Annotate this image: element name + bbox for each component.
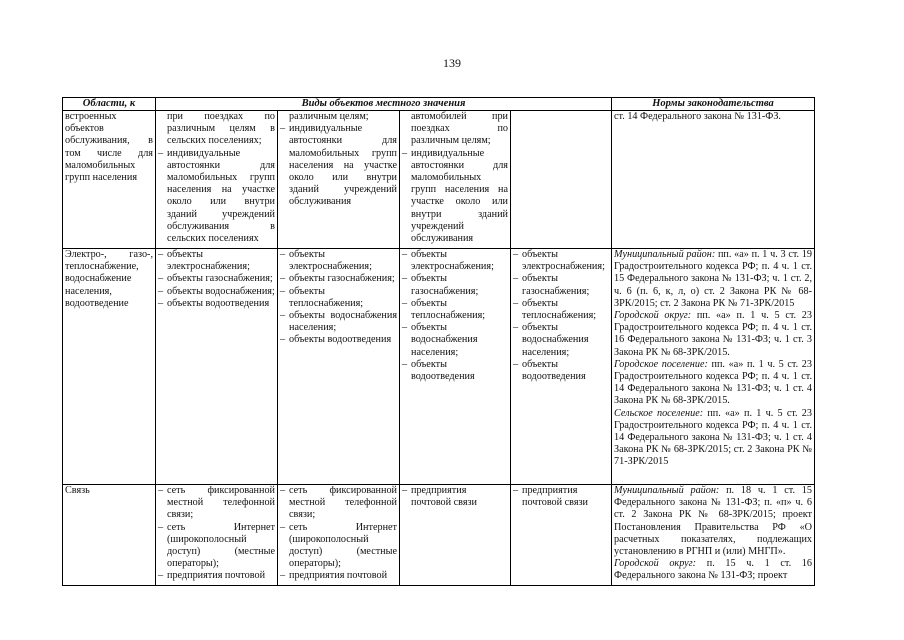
municipality-type-label: Муниципальный район: — [614, 485, 720, 496]
object-type-text: объекты электроснабжения; — [289, 249, 372, 273]
object-list-item — [402, 322, 508, 359]
object-type-text: предприятия почтовой связи — [411, 485, 478, 509]
object-list-item — [158, 522, 275, 571]
object-list-item — [513, 322, 609, 359]
legislation-paragraph — [614, 485, 812, 558]
object-type-text: при поездках по различным целям в сельских поселениях; — [167, 111, 275, 147]
page-number: 139 — [443, 56, 461, 70]
object-list-item — [280, 249, 397, 273]
object-type-text: объекты теплоснабжения; — [522, 297, 597, 322]
area-cell — [63, 111, 156, 249]
legislation-cell — [612, 111, 815, 249]
legislation-table — [62, 97, 815, 586]
municipality-type-label: Городской округ: — [614, 558, 697, 570]
table-row — [63, 249, 815, 485]
municipality-type-label: Муниципальный район: — [614, 249, 716, 260]
object-list-item — [402, 249, 508, 273]
object-type-text: объекты водоотведения — [167, 297, 270, 309]
object-type-text: объекты газоснабжения; — [289, 273, 395, 285]
legislation-text: п. 18 ч. 1 ст. 15 Федерального закона № 131-ФЗ; п. «п» ч. 6 ст. 2 Закона РК № 68-ЗРК/2015; проект Постановления Правительства РФ «О расчетных показателях, подлежащих установлению в РГНП и (или) МНГП». — [614, 485, 813, 558]
object-list-item — [158, 298, 275, 310]
object-list-item — [513, 359, 609, 383]
dash-bullet: – — [280, 521, 286, 533]
object-type-cell — [511, 249, 612, 485]
object-list-item — [513, 298, 609, 322]
area-cell — [63, 249, 156, 485]
object-type-text: сеть Интернет (широкополосный доступ) (местные операторы); — [289, 521, 397, 570]
object-list-item — [280, 310, 397, 334]
object-type-text: объекты газоснабжения; — [411, 273, 479, 297]
legislation-paragraph — [614, 558, 812, 582]
object-type-text: предприятия почтовой связи — [522, 485, 589, 509]
table-header-row — [63, 98, 815, 111]
dash-bullet: – — [280, 285, 286, 297]
dash-bullet: – — [280, 310, 286, 322]
object-type-cell — [400, 485, 511, 586]
object-list-item — [402, 148, 508, 246]
object-type-text: сеть Интернет (широкополосный доступ) (местные операторы); — [167, 521, 275, 570]
dash-bullet: – — [158, 570, 164, 582]
municipality-type-label: Городской округ: — [614, 310, 692, 322]
object-type-text: объекты водоотведения — [289, 334, 392, 346]
dash-bullet: – — [513, 485, 519, 496]
legislation-text: ст. 14 Федерального закона № 131-ФЗ. — [614, 111, 781, 122]
object-type-text: сеть фиксированной местной телефонной связи; — [167, 485, 275, 521]
dash-bullet: – — [513, 297, 519, 309]
object-type-text: объекты электроснабжения; — [522, 249, 605, 273]
object-list-item — [513, 249, 609, 273]
dash-bullet: – — [280, 334, 286, 346]
object-type-text: сеть фиксированной местной телефонной связи; — [289, 485, 397, 521]
object-type-text: объекты газоснабжения; — [522, 273, 590, 297]
object-type-cell — [156, 111, 278, 249]
object-list-item — [402, 485, 508, 509]
object-list-item — [513, 273, 609, 297]
dash-bullet — [158, 111, 167, 148]
object-type-cell — [156, 249, 278, 485]
table-row — [63, 485, 815, 586]
object-type-text: индивидуальные автостоянки для маломобильных групп населения на участке около или внутри зданий учреждений обслуживания — [289, 123, 397, 208]
legislation-text: пп. «а» п. 1 ч. 5 ст. 23 Градостроительного кодекса РФ; п. 4 ч. 1 ст. 14 Федерального закона № 131-ФЗ; ч. 1 ст. 4 Закона РК № 68-ЗРК/2015. — [614, 358, 813, 407]
object-list-item — [280, 273, 397, 285]
dash-bullet: – — [158, 147, 164, 159]
dash-bullet: – — [158, 485, 164, 496]
object-type-text: объекты водоотведения — [411, 358, 475, 383]
table-row — [63, 111, 815, 249]
area-text: Электро-, газо-, теплоснабжение, водоснабжение населения, водоотведение — [65, 249, 153, 309]
legislation-paragraph — [614, 359, 812, 408]
object-type-text: индивидуальные автостоянки для маломобильных групп населения на участке около или внутри зданий учреждений обслуживания в сельских поселениях — [167, 147, 275, 245]
legislation-cell — [612, 485, 815, 586]
object-list-item — [280, 570, 397, 582]
object-list-item — [158, 286, 275, 298]
object-type-cell — [278, 111, 400, 249]
legislation-paragraph — [614, 310, 812, 359]
object-type-text: индивидуальные автостоянки для маломобильных групп населения на участке около или внутри зданий учреждений обслуживания — [411, 147, 508, 245]
area-text: встроенных объектов обслуживания, в том числе для маломобильных групп населения — [65, 111, 153, 184]
header-legislation: Нормы законодательства — [612, 98, 815, 111]
object-list-item — [402, 359, 508, 383]
object-type-cell — [400, 249, 511, 485]
object-type-text: объекты электроснабжения; — [167, 249, 250, 273]
dash-bullet: – — [158, 521, 164, 533]
object-type-text: объекты водоснабжения населения; — [411, 322, 478, 358]
dash-bullet: – — [513, 249, 519, 260]
object-list-item — [280, 334, 397, 346]
dash-bullet — [280, 111, 289, 123]
object-type-text: объекты водоснабжения населения; — [289, 310, 397, 334]
legislation-text: пп. «а» п. 1 ч. 3 ст. 19 Градостроительного кодекса РФ; п. 4 ч. 1 ст. 15 Федерального закона № 131-ФЗ; ч. 1 ст. 2, ч. 6 (п. 6, к, л, о) ст. 2 Закона РК № 68-ЗРК/2015; ст. 2 Закона РК № 71-ЗРК/2015 — [614, 249, 813, 309]
object-type-cell — [511, 485, 612, 586]
municipality-type-label: Городское поселение: — [614, 358, 708, 370]
object-type-cell — [156, 485, 278, 586]
legislation-paragraph — [614, 408, 812, 469]
dash-bullet: – — [280, 273, 286, 285]
object-list-item — [402, 298, 508, 322]
object-list-item — [158, 485, 275, 522]
object-list-item — [513, 485, 609, 509]
dash-bullet: – — [158, 273, 164, 285]
dash-bullet: – — [280, 249, 286, 260]
legislation-paragraph — [614, 111, 812, 123]
dash-bullet: – — [402, 485, 408, 496]
dash-bullet: – — [402, 322, 408, 334]
object-list-item — [158, 148, 275, 246]
dash-bullet: – — [402, 273, 408, 285]
object-type-text: объекты водоснабжения; — [167, 285, 275, 297]
legislation-text: пп. «а» п. 1 ч. 5 ст. 23 Градостроительного кодекса РФ; п. 4 ч. 1 ст. 14 Федерального закона № 131-ФЗ; ч. 1 ст. 4 Закона РК № 68-ЗРК/2015; ст. 2 Закона РК № 71-ЗРК/2015 — [614, 407, 813, 468]
dash-bullet: – — [402, 358, 408, 370]
header-object-types: Виды объектов местного значения — [156, 98, 612, 111]
object-type-text: объекты водоотведения — [522, 358, 586, 383]
municipality-type-label: Сельское поселение: — [614, 407, 704, 419]
object-list-item — [158, 570, 275, 582]
area-cell — [63, 485, 156, 586]
object-type-text: объекты теплоснабжения; — [289, 285, 364, 309]
object-list-item — [158, 111, 275, 148]
object-type-cell — [400, 111, 511, 249]
dash-bullet: – — [158, 285, 164, 297]
object-type-text: различным целям; — [289, 111, 369, 122]
object-type-text: объекты теплоснабжения; — [411, 297, 486, 322]
dash-bullet: – — [158, 249, 164, 260]
object-type-text: предприятия почтовой — [289, 570, 388, 582]
dash-bullet: – — [513, 273, 519, 285]
object-list-item — [158, 273, 275, 285]
object-list-item — [280, 522, 397, 571]
legislation-cell — [612, 249, 815, 485]
dash-bullet: – — [402, 297, 408, 309]
object-list-item — [280, 123, 397, 208]
object-list-item — [402, 111, 508, 148]
dash-bullet: – — [280, 123, 286, 135]
object-list-item — [280, 111, 397, 123]
dash-bullet — [402, 111, 411, 148]
header-areas: Области, к — [63, 98, 156, 111]
dash-bullet: – — [280, 485, 286, 496]
dash-bullet: – — [513, 358, 519, 370]
object-type-text: объекты электроснабжения; — [411, 249, 494, 273]
object-type-text: предприятия почтовой — [167, 570, 266, 582]
object-list-item — [158, 249, 275, 273]
dash-bullet: – — [402, 249, 408, 260]
object-list-item — [280, 286, 397, 310]
object-type-cell — [278, 249, 400, 485]
dash-bullet: – — [402, 147, 408, 159]
object-type-text: объекты газоснабжения; — [167, 273, 273, 285]
object-list-item — [402, 273, 508, 297]
object-type-cell — [278, 485, 400, 586]
object-type-cell — [511, 111, 612, 249]
object-type-text: автомобилей при поездках по различным целям; — [411, 111, 508, 147]
dash-bullet: – — [513, 322, 519, 334]
object-list-item — [280, 485, 397, 522]
dash-bullet: – — [280, 570, 286, 582]
legislation-text: п. 15 ч. 1 ст. 16 Федерального закона № 131-ФЗ; проект — [614, 558, 812, 582]
area-text: Связь — [65, 485, 90, 496]
legislation-text: пп. «а» п. 1 ч. 5 ст. 23 Градостроительного кодекса РФ; п. 4 ч. 1 ст. 16 Федерального закона № 131-ФЗ; ч. 1 ст. 3 Закона РК № 68-ЗРК/2015. — [614, 310, 813, 358]
dash-bullet: – — [158, 297, 164, 309]
object-type-text: объекты водоснабжения населения; — [522, 322, 589, 358]
legislation-paragraph — [614, 249, 812, 310]
